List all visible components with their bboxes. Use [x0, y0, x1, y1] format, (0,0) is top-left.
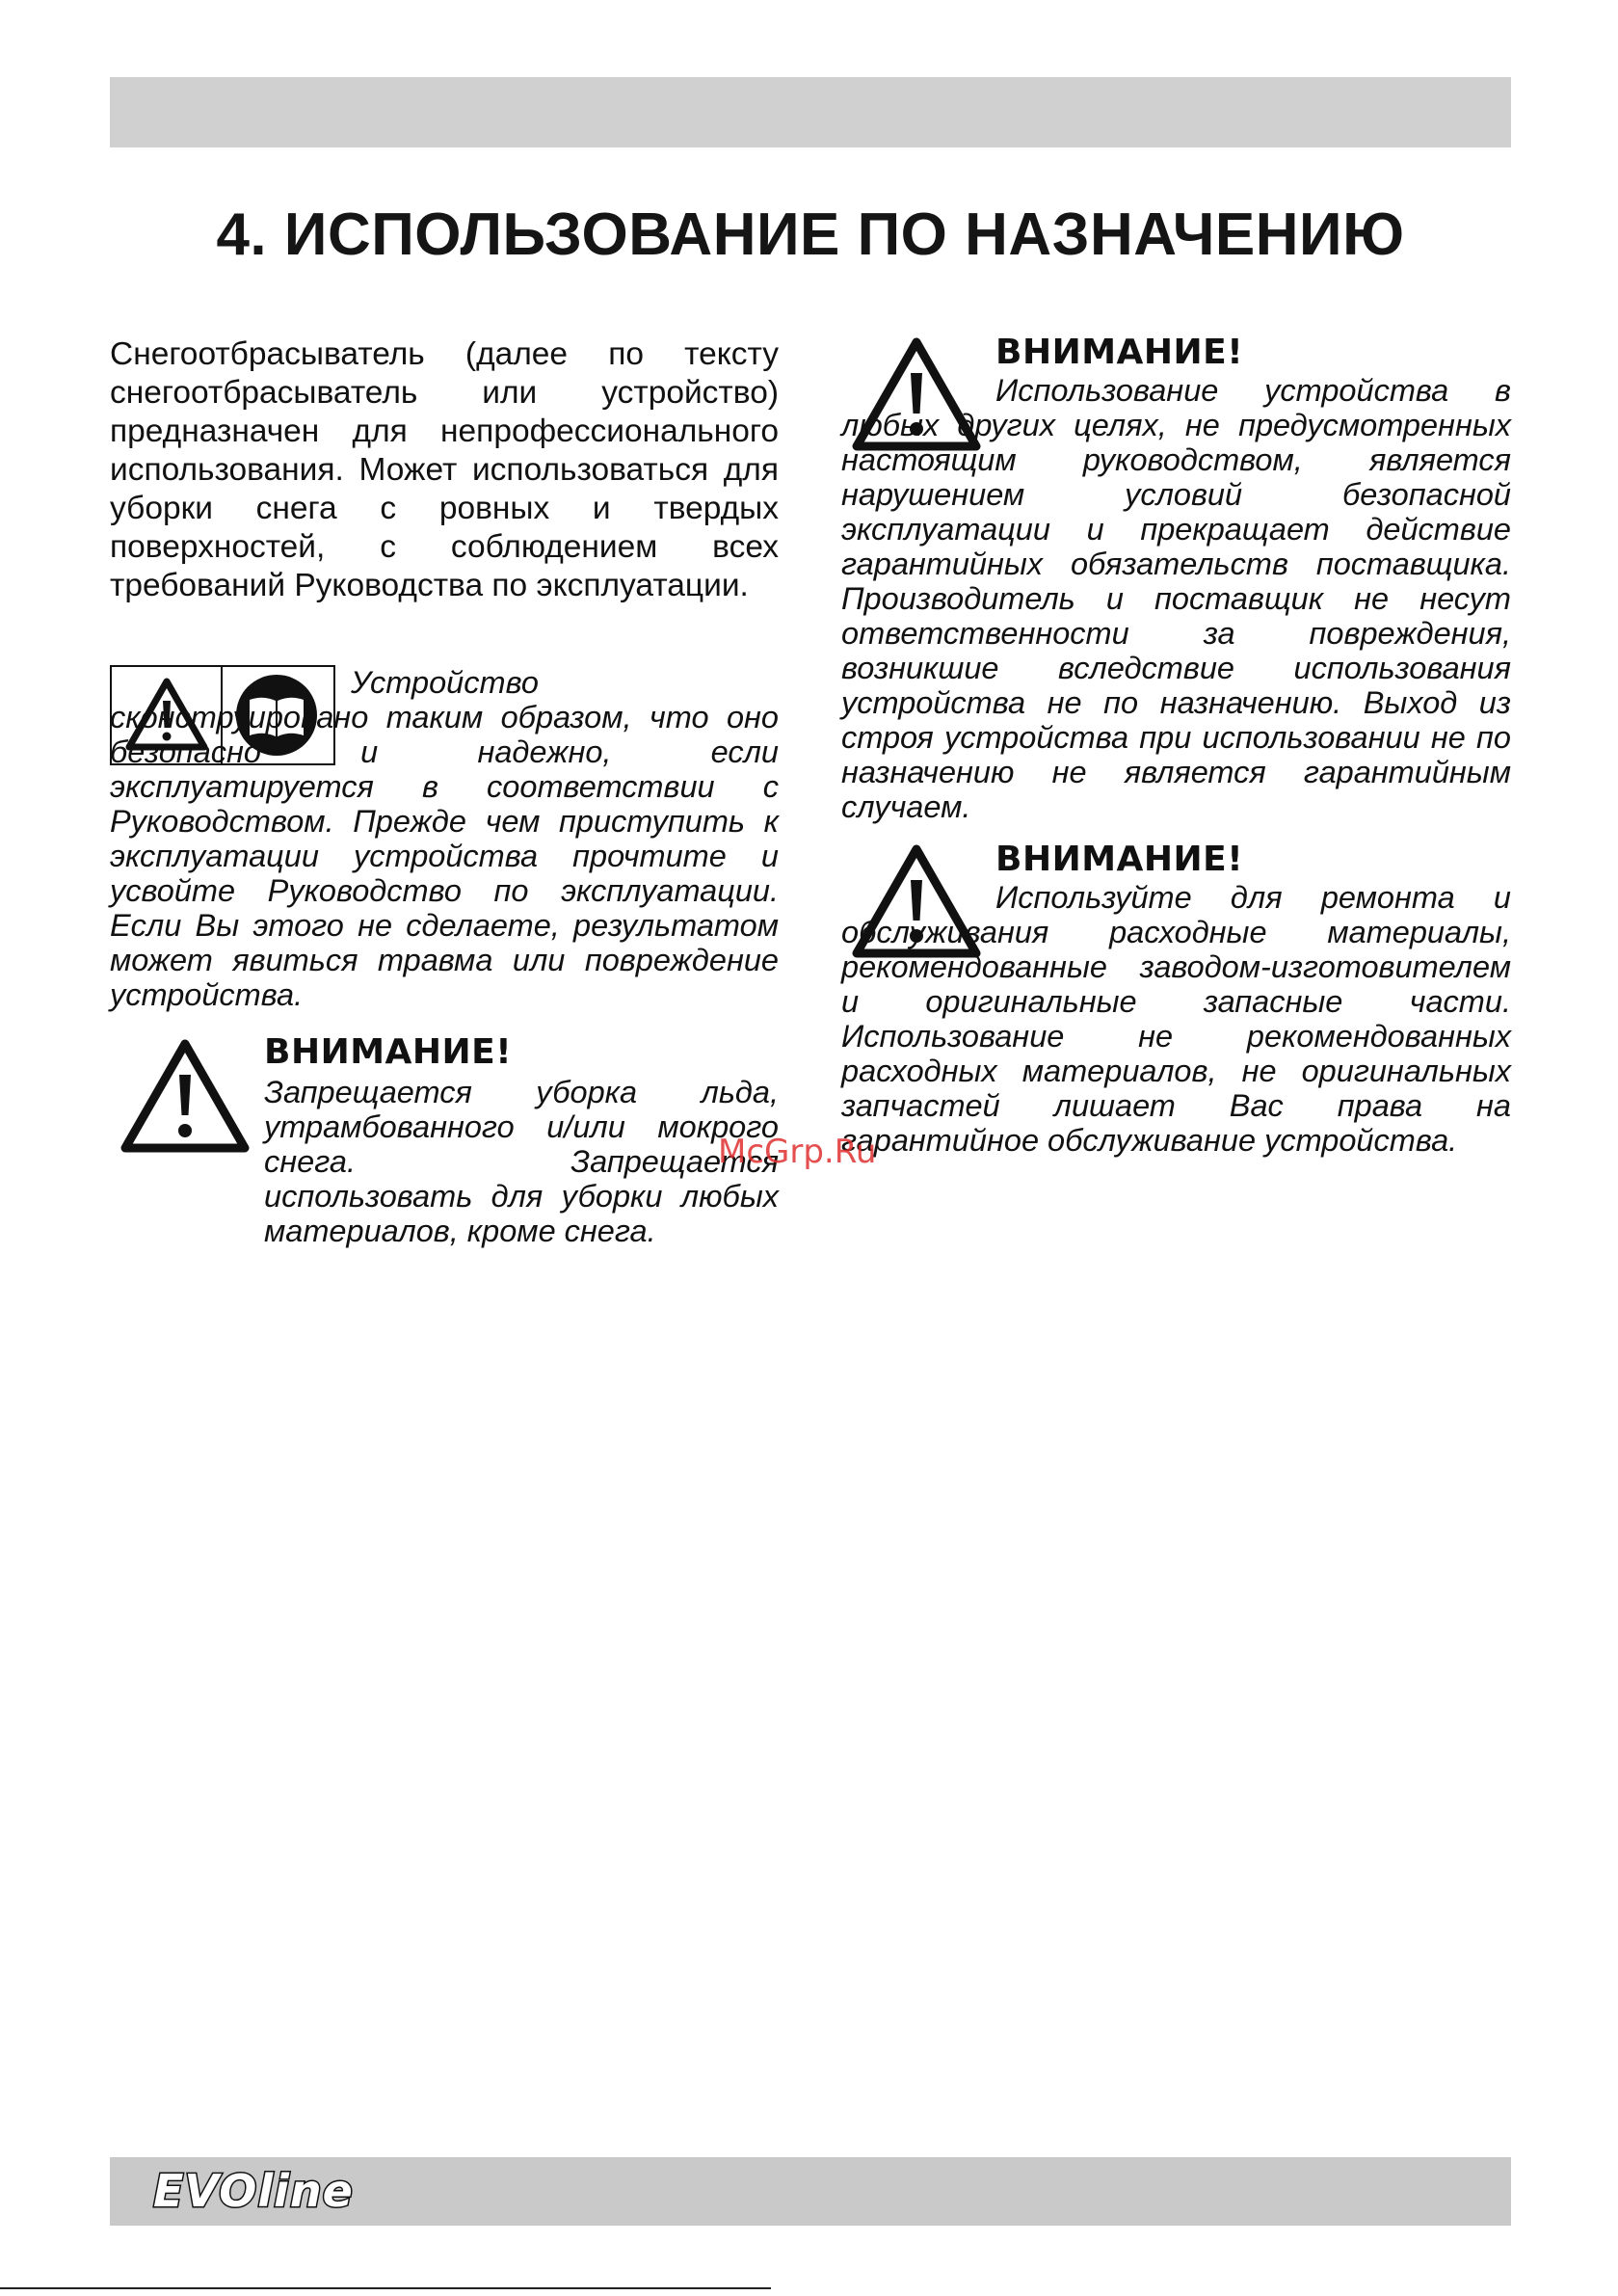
warning-block-2 — [841, 334, 1511, 836]
warning-heading: ВНИМАНИЕ! — [995, 840, 1244, 879]
warning-triangle-icon — [118, 1036, 252, 1157]
intro-paragraph: Снегоотбрасыватель (далее по тексту снегоотбрасыватель или устройство) предназначен для непрофессионального использования. Может использоваться для уборки снега с ровных и твердых поверхностей, с соблюдением всех требований Руководства по эксплуатации. — [110, 336, 779, 603]
logo-text: EVOline — [153, 2166, 354, 2216]
evoline-logo — [149, 2166, 419, 2216]
warning-block-3 — [841, 841, 1511, 1208]
warning-text: Использование устройства в любых других целях, не предусмотренных настоящим руководством, является нарушением условий безопасной эксплуатации и прекращает действие гарантийных обязательств поставщика. Производитель и поставщик не несут ответственности за повреждения, возникшие вследствие использования устройства не по назначению. Выход из строя устройства при использовании не по назначению не является гарантийным случаем. — [841, 373, 1511, 824]
warning-block-1 — [110, 1032, 779, 1268]
bottom-rule — [0, 2287, 771, 2289]
header-bar — [110, 77, 1511, 147]
watermark: McGrp.Ru — [718, 1133, 877, 1171]
warning-text: Используйте для ремонта и обслуживания расходные материалы, рекомендованные заводом-изготовителем и оригинальные запасные части. Использование не рекомендованных расходных материалов, не оригинальных запчастей лишает Вас права на гарантийное обслуживание устройства. — [841, 880, 1511, 1158]
page-title: 4. ИСПОЛЬЗОВАНИЕ ПО НАЗНАЧЕНИЮ — [216, 201, 1405, 268]
manual-note-paragraph: Устройство сконструировано таким образом, что оно безопасно и надежно, если эксплуатируется в соответствии с Руководством. Прежде чем приступить к эксплуатации устройства прочтите и усвойте Руководство по эксплуатации. Если Вы этого не сделаете, результатом может явиться травма или повреждение устройства. — [110, 665, 779, 1012]
warning-heading: ВНИМАНИЕ! — [995, 333, 1244, 372]
warning-text: Запрещается уборка льда, утрамбованного и/или мокрого снега. Запрещается использовать для уборки любых материалов, кроме снега. — [264, 1075, 779, 1248]
warning-heading: ВНИМАНИЕ! — [264, 1032, 513, 1072]
